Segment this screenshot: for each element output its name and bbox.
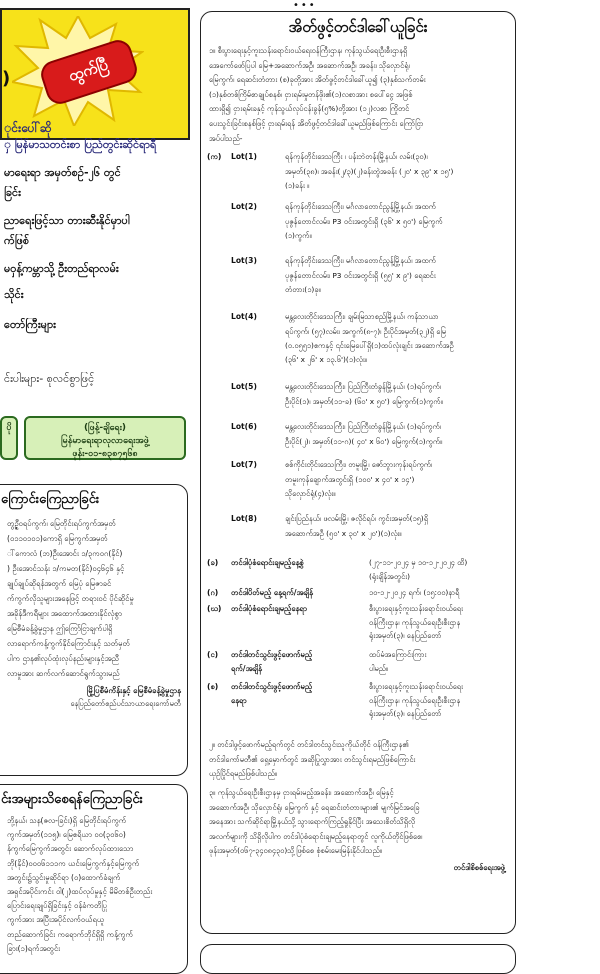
info-value-line: ဝန်ကြီးဌာန၊ ကုန်သွယ်ရေးဦးစီးဌာန <box>369 695 461 705</box>
tender-title: အိတ်ဖွင့်တင်ဒါခေါ်ယူခြင်း <box>288 18 428 36</box>
paragraph-2 <box>201 734 515 782</box>
para3-line: အနေအား သက်ဆိုင်ရာမြို့နယ်သို့ သွားရောက်ကြည့်ရှုနိုင်ပြီး အသေးစိတ်သိရှိလို <box>209 817 415 827</box>
notice1-line: လာမှုအား ဆက်လက်ဆောင်ရွက်သွားမည် <box>7 669 120 678</box>
info-value-line: စီးပွားရေးနှင့်ကူးသန်းရောင်းဝယ်ရေး <box>369 682 463 692</box>
notice1-line: က်ကွက်လိုသူများအနေဖြင့် တရားဝင် ပိုင်ဆိုင်မှု <box>7 594 134 603</box>
info-number: (ခ) <box>207 558 219 568</box>
notice1-signature2: နေပြည်တော်စည်ပင်သာယာရေးကော်မတီ <box>70 699 181 708</box>
info-value-line: (ရုံးချိန်အတွင်း) <box>369 571 410 581</box>
lot-line: ချင်းပြည်နယ်၊ ဖလမ်းမြို့၊ ဇလိုင်ရပ်၊ ကွင်းအမှတ်(၁၅)ရှိ <box>285 514 428 524</box>
lot-line: ဦးပိုင်(၂)၊ အမှတ်(၁၁-ဂ)( ၄၀' x ၆၀') မြေကွက်(၁)ကွက်။ <box>285 436 443 446</box>
lot-text <box>285 380 511 409</box>
lot-line: အဆောက်အဦ (၅၀' x ၃၀' x ၂၀')(၁)လုံး။ <box>285 528 402 538</box>
info-value-line: စီးပွားရေးနှင့်ကူးသန်းရောင်းဝယ်ရေး <box>369 604 463 614</box>
contact-line: (ဖြန့်-ချိရေး) <box>83 423 127 433</box>
lot-line: (၀.၀၅၅၁)ဧကနှင့် ၎င်းမြေပေါ်ရှိ(၁)ထပ်လုံးချင်း အဆောက်အဦ <box>285 340 454 350</box>
lot-line: စစ်ကိုင်းတိုင်းဒေသကြီး၊ တမူးမြို့၊ ဇော်ဘွားကုန်းရပ်ကွက်၊ <box>285 460 433 470</box>
badge-text: ထွက်ပြီ <box>66 55 111 85</box>
info-value-line: ထပ်မံအကြောင်းကြား <box>369 650 427 660</box>
lot-line: အမှတ်(၃၈)၊ အခန်း(၂/၃)(၂)ခန်းတွဲအခန်း (၂၀' x ၃၉' x ၁၅') <box>285 166 454 176</box>
lot-text <box>285 150 511 193</box>
ad-line: ုင်းပေါ်ဆို <box>4 121 52 135</box>
intro-line: အေကော်ဖော်ပြပါ မြေ+အဆောက်အဦ၊ အဆောက်အဦ၊ အခန်း၊ သိုလှောင်ရုံ၊ <box>209 60 410 70</box>
info-value-line: (၂၇-၁၁-၂၀၂၄ မှ ၁၀-၁၂-၂၀၂၄ ထိ) <box>369 558 468 568</box>
notice2-line: ပြောင်းရေးချုပ်ရှိခြင်းနှင့် ၀န်ခံကတိပြု <box>7 901 107 911</box>
info-label-line: ရက်/အချိန် <box>231 663 262 673</box>
contact-pill-left <box>0 416 18 460</box>
para2-line: တင်ဒါကော်မတီ၏ ရှေ့မှောက်တွင် အဆိုပြုလွှာအား တင်သွင်းရမည်ဖြစ်ကြောင်း <box>209 754 416 764</box>
info-number: (ဃ) <box>207 604 222 614</box>
para2-line: ၂။ တင်ဒါဖွင့်ဖောက်မည့်ရက်တွင် တင်ဒါတင်သွင်းသူကိုယ်တိုင် ဝန်ကြီးဌာန၏ <box>209 740 409 750</box>
intro-line: ထားရှိ၍ ငှားရမ်းခနှင့် ကုန်သွယ်လုပ်ငန်းခွန်(၅%)တို့အား (၁၂)လစာ ကြိုတင် <box>209 104 410 114</box>
lot-text <box>285 512 511 541</box>
lot-text <box>285 310 511 368</box>
info-label <box>231 648 371 675</box>
lot-line: (၁)ကွက်။ <box>285 230 312 240</box>
ad-line: သိုင်း <box>4 288 24 301</box>
notice2-line: တည်ဆောက်ခြင်း ကရောက်ဘိုင်ရှိရှိ ကန့်ကွက် <box>7 929 133 939</box>
lot-line: တံတား(၁)ခု။ <box>285 284 321 294</box>
info-value <box>369 680 513 721</box>
lot-label: Lot(2) <box>231 202 257 212</box>
lot-label: Lot(1) <box>231 152 257 162</box>
lot-line: ရန်ကုန်တိုင်းဒေသကြီး ၊ ပန်းဘဲတန်းမြို့နယ်၊ လမ်း(၃၀)၊ <box>285 152 428 162</box>
info-value-line: ရုံးအမှတ်(၃)၊ နေပြည်တော် <box>369 631 442 641</box>
info-value-line: ပါမည်။ <box>369 663 389 673</box>
lot-label: Lot(8) <box>231 514 257 524</box>
info-value-line: ရုံးအမှတ်(၃)၊ နေပြည်တော် <box>369 709 442 719</box>
notice-box-2 <box>0 784 188 974</box>
lot-line: တမူးကုန်ချောက်အတွင်းရှိ (၁၀၀' x ၄၀' x ၁၄') <box>285 474 415 484</box>
notice-box-1 <box>0 484 188 776</box>
para3-line: အလက်များကို သိရှိလိုပါက တင်ဒါပုံစံရောင်းချမည့်နေရာတွင် လူကိုယ်တိုင်ဖြစ်စေ၊ <box>209 831 423 841</box>
contact-pill <box>24 416 186 460</box>
info-label: တင်ဒါပိတ်မည့် နေ့ရက်/အချိန် <box>231 588 313 598</box>
para3-line: ၃။ ကုန်သွယ်ရေးဦးစီးဌာနမှ ငှားရမ်းမည့်အခန်း၊ အဆောက်အဦ၊ မြေနှင့် <box>209 787 394 797</box>
notice1-line: (ဝ၁၁ဝ၁ဝ၁)ကောရှိ မြေကွက်အမှတ် <box>7 534 108 543</box>
tender-signature: တင်ဒါစိစစ်ရေးအဖွဲ့ <box>453 862 505 872</box>
notice2-line: ဘို့နယ်၊ သန(ဇလ-ခြင်း)ရှိ မြေတိုင်းရပ်ကွက် <box>7 816 127 825</box>
info-value <box>369 602 513 643</box>
intro-paragraph <box>201 40 515 146</box>
notice1-line: ချုပ်ချုပ်ဆိုရန်အတွက် မြေပုံ မြေဇာခင် <box>7 579 112 588</box>
ad-line: ညာရေးဖြင့်သာ တားဆီးနိုင်မှာပါ <box>4 214 130 227</box>
paragraph-3 <box>201 782 515 859</box>
info-value <box>369 556 513 583</box>
notice2-line: အရှင်အပိုင်းကင်း ဝါ(၂)ထပ်လုပ်မှုနှင့် မိမိတစ်ဦးတည်း <box>7 887 153 897</box>
notice1-signature: မြို့ပြစီမံကိန်းနှင့် မြေစီမံခန့်ခွဲမှုဌာန <box>86 686 181 695</box>
notice1-line: မြေစီမံခန့်ခွဲမှုဌာန ဤကြော်ငြာချက်ပါရှိ <box>7 624 113 633</box>
lot-line: မန္တလေးတိုင်းဒေသကြီး၊ ချမ်းမြသာစည်မြို့နယ်၊ ကန်သာယာ <box>285 312 439 322</box>
lot-text <box>285 200 511 243</box>
tender-notice-box <box>200 11 516 934</box>
lot-line: ဦးပိုင်(၁)၊ အမှတ်(၁၁-ခ) (၆၀' x ၅၀') မြေကွက်(၁)ကွက်။ <box>285 396 443 406</box>
ad-line: မာရေးရာ အမှတ်စဉ်-၂၆ တွင် <box>4 166 121 179</box>
info-value <box>369 586 513 600</box>
notice1-line: ါ်ကောလံ (ဘ)ဦးအောင်း ၁/၃ကဝဂ(နိုင်) <box>7 549 123 558</box>
info-label: တင်ဒါပုံစံရောင်းချမည့်နေရာ <box>231 604 307 614</box>
lot-line: ရန်ကုန်တိုင်းဒေသကြီး၊ မင်္ဂလာတောင်ညွန့်မြို့နယ်၊ အထက် <box>285 256 436 266</box>
lot-label: Lot(5) <box>231 382 257 392</box>
lot-section-label: (က) <box>207 152 222 162</box>
notice1-title: ကြောင်းကြေညာခြင်း <box>1 492 100 507</box>
lot-line: မန္တလေးတိုင်းဒေသကြီး၊ ပြည်ကြီးတံခွန်မြို့နယ်၊ (၁)ရပ်ကွက်၊ <box>285 382 441 392</box>
lot-text <box>285 458 511 501</box>
lot-line: (၁)ခန်း ။ <box>285 180 310 190</box>
lot-line: (၃၆' x ၂၆' x ၁၃.၆')(၁)လုံး။ <box>285 355 367 365</box>
notice2-line: အတွင်း၌သွင်းမှုဆိုင်ရာ (ဝ)ထောက်ခံချက် <box>7 872 121 882</box>
para3-line: အဆောက်အဦ၊ သိုလှောင်ရုံ၊ မြေကွက် နှင့် ရေဆင်းတံတားများ၏ မျက်မြင်အခြေ <box>209 802 420 812</box>
ad-line: ခြင်း <box>4 186 21 199</box>
ad-line: တော်ကြီးများ <box>4 318 56 331</box>
notice1-line: လာရောက်ကန့်ကွက်နိုင်ကြောင်းနှင့် သတ်မှတ် <box>7 639 130 648</box>
para3-line: ဖုန်းအမှတ်(၀၆၇-၃၄၀၈၄၃၀)သို့ဖြစ်စေ စုံစမ်းမေးမြန်းနိုင်ပါသည်။ <box>209 846 382 856</box>
info-label: တင်ဒါပုံစံရောင်းချမည့်နေ့စွဲ <box>231 558 304 568</box>
lots-list <box>201 150 515 582</box>
lot-line: ရပ်ကွက်၊ (၅၇)လမ်း၊ အကွက်(၈-၇)၊ ဦးပိုင်အမှတ်(၃၂)ရှိ မြေ <box>285 326 446 336</box>
lot-label: Lot(7) <box>231 460 257 470</box>
intro-line: မြေကွက်၊ ရေဆင်းတံတား (စ)ခုတို့အား အိတ်ဖွင့်တင်ဒါခေါ်ယူ၍ (၃)နှစ်သက်တမ်း <box>209 75 426 85</box>
notice2-line: ဘို(နိုင်)၀၀၀၆၁၁၁က ယင်းမြေကွက်နှင့်မြေကွက် <box>7 858 140 868</box>
info-label-line: နေရာ <box>231 695 247 705</box>
notice2-line: ခြား(၁)ရက်အတွင်း <box>7 943 61 953</box>
notice2-line: န်ကွက်မြေကွက်အတွင်း ဆောက်လုပ်ထားသော <box>7 844 134 854</box>
notice1-line: တွဥ္ဇီဝရပ်ကွက်၊ မြေတိုင်းရပ်ကွက်အမှတ် <box>7 519 116 528</box>
notice2-title: င်းအများသိစေရန်ကြေညာခြင်း <box>1 792 143 807</box>
info-number: (င) <box>207 650 219 660</box>
notice1-line: ပါက ဌာန၏လုပ်ထုံးလုပ်နည်းများနှင့်အညီ <box>7 654 119 663</box>
lot-text <box>285 254 511 297</box>
lot-text <box>285 420 511 449</box>
paren-glyph: ) <box>2 68 11 89</box>
lot-line: ရန်ကုန်တိုင်းဒေသကြီး၊ မင်္ဂလာတောင်ညွန့်မြို့နယ်၊ အထက် <box>285 202 436 212</box>
info-value <box>369 648 513 675</box>
intro-line: ၁။ စီးပွားရေးနှင့်ကူးသန်းရောင်းဝယ်ရေးဝန်ကြီးဌာန၊ ကုန်သွယ်ရေးဦးစီးဌာနရှိ <box>209 46 408 55</box>
lot-label: Lot(6) <box>231 422 257 432</box>
lot-line: သိုလှောင်ရုံ(၄)လုံး။ <box>285 488 336 498</box>
ad-line: မဝှန့်ကမ္ဘာသို့ ဦးတည်ရာလမ်း <box>4 262 119 275</box>
info-label <box>231 680 371 707</box>
info-value-line: ၁၀-၁၂-၂၀၂၄ ရက်၊ (၁၅:၀၀)နာရီ <box>369 588 460 598</box>
intro-line: အပ်ပါသည်- <box>209 133 243 143</box>
lot-line: မန္တလေးတိုင်းဒေသကြီး၊ ပြည်ကြီးတံခွန်မြို့နယ်၊ (၁)ရပ်ကွက်၊ <box>285 422 441 432</box>
ad-line: င်းပါးများ- စုလင်စွာဖြင့် <box>4 372 95 385</box>
info-number: (စ) <box>207 682 219 692</box>
tender-info-list <box>201 556 515 734</box>
lot-label: Lot(4) <box>231 312 257 322</box>
next-notice-box <box>200 944 516 974</box>
decorative-dots: ••• <box>293 0 317 11</box>
info-number: (ဂ) <box>207 588 219 598</box>
notice1-body <box>0 510 187 681</box>
contact-left-text: ပို <box>6 423 12 433</box>
notice2-body <box>0 810 187 956</box>
info-label-line: တင်ဒါတင်သွင်းဖွင့်ဖောက်မည့် <box>231 682 313 692</box>
notice1-line: ) ဦးအောင်သန်း ၁/ကမတ(နိုင်)၀၄၆၄၆ နှင့် <box>7 564 125 573</box>
notice2-line: ကွက်အား အပြီးအပိုင်လက်ဝယ်ရယူ <box>7 915 105 925</box>
intro-line: ပေးသွင်းခြင်းစနစ်ဖြင့် ငှားရမ်းရန် အိတ်ဖွင့်တင်ဒါခေါ်ယူမည်ဖြစ်ကြောင်း ကြော်ငြာ <box>209 118 424 128</box>
para2-line: ယှဉ်ပြိုင်ရမည်ဖြစ်ပါသည်။ <box>209 769 278 779</box>
intro-line: (၁)နှစ်တစ်ကြိမ်စာချုပ်စနစ်၊ ငှားရမ်းမှုတန်ဖိုး၏(၁)လစာအား စပေါ်ငွေ အဖြစ် <box>209 89 413 99</box>
info-label-line: တင်ဒါတင်သွင်းဖွင့်ဖောက်မည့် <box>231 650 313 660</box>
ad-line: က်ဖြစ် <box>4 234 30 247</box>
lot-line: ပုဇွန်တောင်လမ်း၊ P3 ဝင်းအတွင်းရှိ (၅၅' x ၉') ရေဆင်း <box>285 270 436 280</box>
lot-line: ပုဇွန်တောင်လမ်း၊ P3 ဝင်းအတွင်းရှိ (၃၆' x ၅၀') မြေကွက် <box>285 216 443 226</box>
lot-label: Lot(3) <box>231 256 257 266</box>
notice1-line: အခိုန်ဒီကရီများ အထောက်အထားနိုင်လုံစွာ <box>7 609 122 618</box>
ad-line: ှ မြန်မာသတင်းစာ ပြည်တွင်းဆိုင်ရာရီ <box>4 138 157 151</box>
contact-line: မြန်မာရေးရာလုလာရေးအဖွဲ့ <box>61 436 149 446</box>
notice2-line: ကွက်အမှတ်(၁၁၅)၊ မြေဧရိယာ ၀၀(၃၀၆၀) <box>7 830 126 840</box>
info-value-line: ဝန်ကြီးဌာန၊ ကုန်သွယ်ရေးဦးစီးဌာန <box>369 617 461 627</box>
contact-line: ဖုန်း-၀၁-၈၃၈၇၅၆၈ <box>72 449 138 459</box>
left-advertisement <box>0 0 190 478</box>
